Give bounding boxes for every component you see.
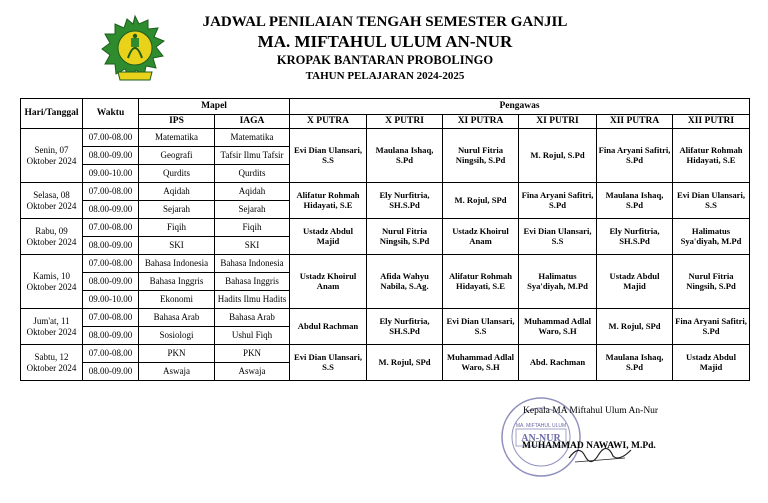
pengawas-col-header: X PUTRA xyxy=(290,115,367,129)
ips-subject-cell: Bahasa Inggris xyxy=(139,273,215,291)
signature-name: MUHAMMAD NAWAWI, M.Pd. xyxy=(522,441,656,451)
ips-subject-cell: Matematika xyxy=(139,129,215,147)
ips-subject-cell: Aswaja xyxy=(139,363,215,381)
doc-title-line1: JADWAL PENILAIAN TENGAH SEMESTER GANJIL xyxy=(202,14,568,30)
pengawas-cell: M. Rojul, SPd xyxy=(597,309,673,345)
iaga-subject-cell: Aqidah xyxy=(215,183,290,201)
pengawas-cell: Abdul Rachman xyxy=(290,309,367,345)
ips-subject-cell: Bahasa Indonesia xyxy=(139,255,215,273)
pengawas-cell: Abd. Rachman xyxy=(519,345,597,381)
pengawas-cell: Alifatur Rohmah Hidayati, S.E xyxy=(673,129,750,183)
school-name: MA. MIFTAHUL ULUM AN-NUR xyxy=(257,32,513,51)
iaga-subject-cell: Tafsir Ilmu Tafsir xyxy=(215,147,290,165)
pengawas-cell: Evi Dian Ulansari, S.S xyxy=(673,183,750,219)
pengawas-cell: Alifatur Rohmah Hidayati, S.E xyxy=(290,183,367,219)
school-address: KROPAK BANTARAN PROBOLINGO xyxy=(276,53,494,67)
pengawas-cell: Muhammad Adlal Waro, S.H xyxy=(443,345,519,381)
pengawas-cell: Ustadz Abdul Majid xyxy=(673,345,750,381)
col-pengawas-header: Pengawas xyxy=(290,99,750,115)
time-cell: 07.00-08.00 xyxy=(83,129,139,147)
ips-subject-cell: PKN xyxy=(139,345,215,363)
iaga-subject-cell: PKN xyxy=(215,345,290,363)
pengawas-cell: Ely Nurfitria, SH.S.Pd xyxy=(597,219,673,255)
table-row xyxy=(21,183,750,201)
pengawas-cell: Ustadz Khoirul Anam xyxy=(290,255,367,309)
time-cell: 07.00-08.00 xyxy=(83,309,139,327)
pengawas-cell: Fina Aryani Safitri, S.Pd xyxy=(597,129,673,183)
col-ips-header: IPS xyxy=(139,115,215,129)
iaga-subject-cell: Bahasa Inggris xyxy=(215,273,290,291)
pengawas-cell: Maulana Ishaq, S.Pd xyxy=(367,129,443,183)
pengawas-cell: Maulana Ishaq, S.Pd xyxy=(597,183,673,219)
pengawas-cell: M. Rojul, SPd xyxy=(443,183,519,219)
table-row xyxy=(21,309,750,327)
ips-subject-cell: Geografi xyxy=(139,147,215,165)
time-cell: 07.00-08.00 xyxy=(83,345,139,363)
iaga-subject-cell: Aswaja xyxy=(215,363,290,381)
pengawas-cell: Halimatus Sya'diyah, M.Pd xyxy=(519,255,597,309)
day-cell: Sabtu, 12 Oktober 2024 xyxy=(21,345,83,381)
time-cell: 08.00-09.00 xyxy=(83,237,139,255)
time-cell: 08.00-09.00 xyxy=(83,201,139,219)
time-cell: 07.00-08.00 xyxy=(83,219,139,237)
day-cell: Selasa, 08 Oktober 2024 xyxy=(21,183,83,219)
pengawas-col-header: X PUTRI xyxy=(367,115,443,129)
pengawas-col-header: XI PUTRA xyxy=(443,115,519,129)
pengawas-cell: Fina Aryani Safitri, S.Pd xyxy=(519,183,597,219)
table-row xyxy=(21,255,750,273)
ips-subject-cell: SKI xyxy=(139,237,215,255)
pengawas-cell: Nurul Fitria Ningsih, S.Pd xyxy=(443,129,519,183)
iaga-subject-cell: Sejarah xyxy=(215,201,290,219)
time-cell: 08.00-09.00 xyxy=(83,147,139,165)
iaga-subject-cell: SKI xyxy=(215,237,290,255)
iaga-subject-cell: Qurdits xyxy=(215,165,290,183)
pengawas-cell: Ely Nurfitria, SH.S.Pd xyxy=(367,183,443,219)
time-cell: 09.00-10.00 xyxy=(83,165,139,183)
pengawas-cell: Alifatur Rohmah Hidayati, S.E xyxy=(443,255,519,309)
iaga-subject-cell: Ushul Fiqh xyxy=(215,327,290,345)
time-cell: 08.00-09.00 xyxy=(83,363,139,381)
pengawas-cell: Ustadz Abdul Majid xyxy=(290,219,367,255)
stamp-text-main: AN-NUR xyxy=(521,433,561,444)
pengawas-cell: Ustadz Abdul Majid xyxy=(597,255,673,309)
day-cell: Rabu, 09 Oktober 2024 xyxy=(21,219,83,255)
pengawas-cell: Muhammad Adlal Waro, S.H xyxy=(519,309,597,345)
ips-subject-cell: Aqidah xyxy=(139,183,215,201)
signature-title: Kepala MA Miftahul Ulum An-Nur xyxy=(523,406,659,416)
pengawas-cell: Evi Dian Ulansari, S.S xyxy=(443,309,519,345)
ips-subject-cell: Sosiologi xyxy=(139,327,215,345)
table-row xyxy=(21,129,750,147)
iaga-subject-cell: Hadits Ilmu Hadits xyxy=(215,291,290,309)
pengawas-cell: Halimatus Sya'diyah, M.Pd xyxy=(673,219,750,255)
pengawas-col-header: XI PUTRI xyxy=(519,115,597,129)
iaga-subject-cell: Bahasa Indonesia xyxy=(215,255,290,273)
pengawas-cell: Afida Wahyu Nabila, S.Ag. xyxy=(367,255,443,309)
schedule-table xyxy=(20,98,750,381)
pengawas-cell: Evi Dian Ulansari, S.S xyxy=(290,345,367,381)
pengawas-cell: Nurul Fitria Ningsih, S.Pd xyxy=(673,255,750,309)
col-time-header: Waktu xyxy=(83,99,139,129)
pengawas-cell: Evi Dian Ulansari, S.S xyxy=(519,219,597,255)
academic-year: TAHUN PELAJARAN 2024-2025 xyxy=(305,70,465,82)
pengawas-cell: Nurul Fitria Ningsih, S.Pd xyxy=(367,219,443,255)
time-cell: 09.00-10.00 xyxy=(83,291,139,309)
day-cell: Jum'at, 11 Oktober 2024 xyxy=(21,309,83,345)
iaga-subject-cell: Matematika xyxy=(215,129,290,147)
pengawas-cell: M. Rojul, SPd xyxy=(367,345,443,381)
time-cell: 07.00-08.00 xyxy=(83,183,139,201)
iaga-subject-cell: Bahasa Arab xyxy=(215,309,290,327)
time-cell: 07.00-08.00 xyxy=(83,255,139,273)
pengawas-col-header: XII PUTRA xyxy=(597,115,673,129)
stamp-text-top: MA. MIFTAHUL ULUM xyxy=(515,423,567,429)
ips-subject-cell: Ekonomi xyxy=(139,291,215,309)
day-cell: Kamis, 10 Oktober 2024 xyxy=(21,255,83,309)
pengawas-cell: Fina Aryani Safitri, S.Pd xyxy=(673,309,750,345)
col-mapel-header: Mapel xyxy=(139,99,290,115)
ips-subject-cell: Qurdits xyxy=(139,165,215,183)
pengawas-cell: Ustadz Khoirul Anam xyxy=(443,219,519,255)
pengawas-cell: Ely Nurfitria, SH.S.Pd xyxy=(367,309,443,345)
table-row xyxy=(21,345,750,363)
ips-subject-cell: Sejarah xyxy=(139,201,215,219)
pengawas-cell: Evi Dian Ulansari, S.S xyxy=(290,129,367,183)
time-cell: 08.00-09.00 xyxy=(83,327,139,345)
time-cell: 08.00-09.00 xyxy=(83,273,139,291)
table-row xyxy=(21,219,750,237)
pengawas-col-header: XII PUTRI xyxy=(673,115,750,129)
iaga-subject-cell: Fiqih xyxy=(215,219,290,237)
ips-subject-cell: Fiqih xyxy=(139,219,215,237)
ips-subject-cell: Bahasa Arab xyxy=(139,309,215,327)
col-day-header: Hari/Tanggal xyxy=(21,99,83,129)
day-cell: Senin, 07 Oktober 2024 xyxy=(21,129,83,183)
school-logo-icon xyxy=(100,14,170,86)
pengawas-cell: Maulana Ishaq, S.Pd xyxy=(597,345,673,381)
pengawas-cell: M. Rojul, S.Pd xyxy=(519,129,597,183)
col-iaga-header: IAGA xyxy=(215,115,290,129)
